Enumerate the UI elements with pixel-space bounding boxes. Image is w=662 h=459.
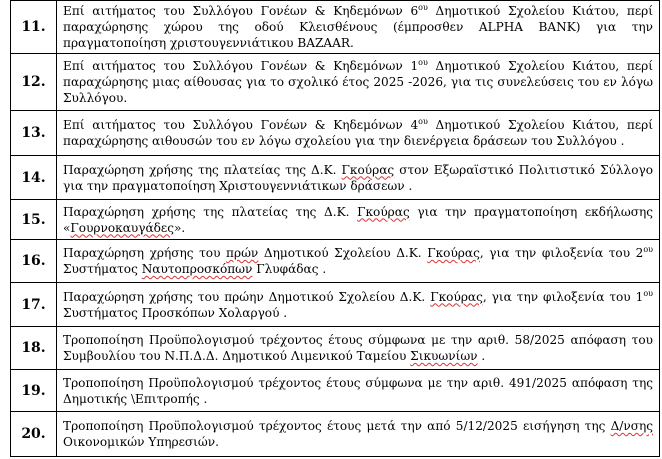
item-description — [57, 412, 660, 457]
spellcheck-word: Δ/νσης — [610, 419, 653, 433]
text-segment: , για την φιλοξενία του 1 — [482, 289, 644, 304]
text-segment: Παραχώρηση χρήσης του — [63, 246, 227, 260]
table-row — [11, 156, 660, 200]
text-segment: Τροποποίηση Προϋπολογισμού τρέχοντος έτους μετά την από 5/12/2025 εισήγηση της — [63, 419, 611, 433]
item-description — [57, 327, 660, 370]
spellcheck-word: Γουρνοκαυγάδες — [70, 220, 174, 235]
text-segment: Παραχώρηση χρήσης του πρώην Δημοτικού Σχολείου Δ.Κ. — [63, 289, 431, 304]
text-segment: Επί αιτήματος του Συλλόγου Γονέων & Κηδεμόνων 4 — [63, 118, 419, 132]
text-segment: Συστήματος — [63, 262, 142, 276]
item-number: 11. — [11, 1, 57, 54]
table-row — [11, 240, 660, 283]
text-segment: Τροποποίηση Προϋπολογισμού τρέχοντος έτους σύμφωνα με την αριθ. 491/2025 απόφαση της Δημοτικής \Επιτροπής . — [63, 375, 653, 406]
item-number: 12. — [11, 54, 57, 111]
superscript: ου — [418, 2, 428, 12]
item-number: 13. — [11, 111, 57, 156]
superscript: ου — [643, 288, 653, 298]
item-number: 15. — [11, 200, 57, 240]
text-segment: Παραχώρηση χρήσης της πλατείας της Δ.Κ. — [63, 204, 358, 219]
spellcheck-word: Γκούρας — [341, 162, 395, 177]
text-segment: Δημοτικού Σχολείου Κιάτου, περί παραχώρησης χώρου της οδού Κλεισθένους (έμπροσθεν ALPHA BANK) για την πραγματοποίηση χριστουγεννιάτικου BAZAAR. — [63, 4, 653, 50]
item-description — [57, 283, 660, 327]
spellcheck-word: πρών — [226, 246, 259, 260]
table-row — [11, 1, 660, 54]
item-description — [57, 156, 660, 200]
text-segment: Τροποποίηση Προϋπολογισμού τρέχοντος έτους σύμφωνα με την αριθ. 58/2025 απόφαση του Συμβουλίου του Ν.Π.Δ.Δ. Δημοτικού Λιμενικού Ταμείου — [63, 333, 653, 363]
table-row — [11, 412, 660, 457]
text-segment: Επί αιτήματος του Συλλόγου Γονέων & Κηδεμόνων 6 — [63, 4, 419, 18]
item-description — [57, 1, 660, 54]
item-number: 14. — [11, 156, 57, 200]
item-description — [57, 370, 660, 412]
text-segment: Παραχώρηση χρήσης της πλατείας της Δ.Κ. — [63, 162, 342, 177]
text-segment: Δημοτικού Σχολείου Κιάτου, περί παραχώρησης μιας αίθουσας για το σχολικό έτος 2025 -2026, για τις συνελεύσεις του εν λόγω Συλλόγου. — [63, 59, 653, 105]
text-segment: ». — [173, 220, 186, 235]
table-row — [11, 370, 660, 412]
spellcheck-word: Ναυτοπροσκόπων — [141, 262, 253, 276]
spellcheck-word: Γκούρας — [357, 204, 410, 219]
item-description — [57, 111, 660, 156]
table-row — [11, 111, 660, 156]
agenda-table-container — [10, 0, 662, 457]
text-segment: Επί αιτήματος του Συλλόγου Γονέων & Κηδεμόνων 1 — [63, 59, 419, 73]
table-row — [11, 327, 660, 370]
item-number: 16. — [11, 240, 57, 283]
item-description — [57, 200, 660, 240]
table-row — [11, 283, 660, 327]
item-number: 20. — [11, 412, 57, 457]
item-number: 17. — [11, 283, 57, 327]
item-description — [57, 240, 660, 283]
text-segment: για την πραγματοποίηση εκδήλωσης « — [63, 204, 654, 235]
text-segment: Δημοτικού Σχολείου Κιάτου, περί παραχώρησης αιθουσών του εν λόγω σχολείου για την διενέργεια δράσεων του Συλλόγου . — [63, 118, 653, 148]
item-number: 18. — [11, 327, 57, 370]
superscript: ου — [643, 244, 653, 254]
text-segment: Οικονομικών Υπηρεσιών. — [63, 435, 219, 449]
text-segment: . — [477, 349, 486, 363]
text-segment: , για την φιλοξενία του 2 — [479, 246, 644, 260]
item-number: 19. — [11, 370, 57, 412]
spellcheck-word: Γκούρας — [430, 289, 483, 304]
table-row — [11, 54, 660, 111]
text-segment: Συστήματος Προσκόπων Χολαργού . — [63, 305, 288, 320]
agenda-table — [10, 0, 660, 457]
superscript: ου — [418, 57, 428, 67]
table-row — [11, 200, 660, 240]
spellcheck-word: Γκούρας — [427, 246, 480, 260]
item-description — [57, 54, 660, 111]
text-segment: στον Εξωραϊστικό Πολιτιστικό Σύλλογο για την πραγματοποίηση Χριστουγεννιάτικων δράσεων . — [63, 162, 653, 193]
superscript: ου — [418, 116, 428, 126]
text-segment: Δημοτικού Σχολείου Δ.Κ. — [258, 246, 428, 260]
text-segment: Γλυφάδας . — [252, 262, 327, 276]
spellcheck-word: Σικυωνίων — [410, 349, 478, 363]
